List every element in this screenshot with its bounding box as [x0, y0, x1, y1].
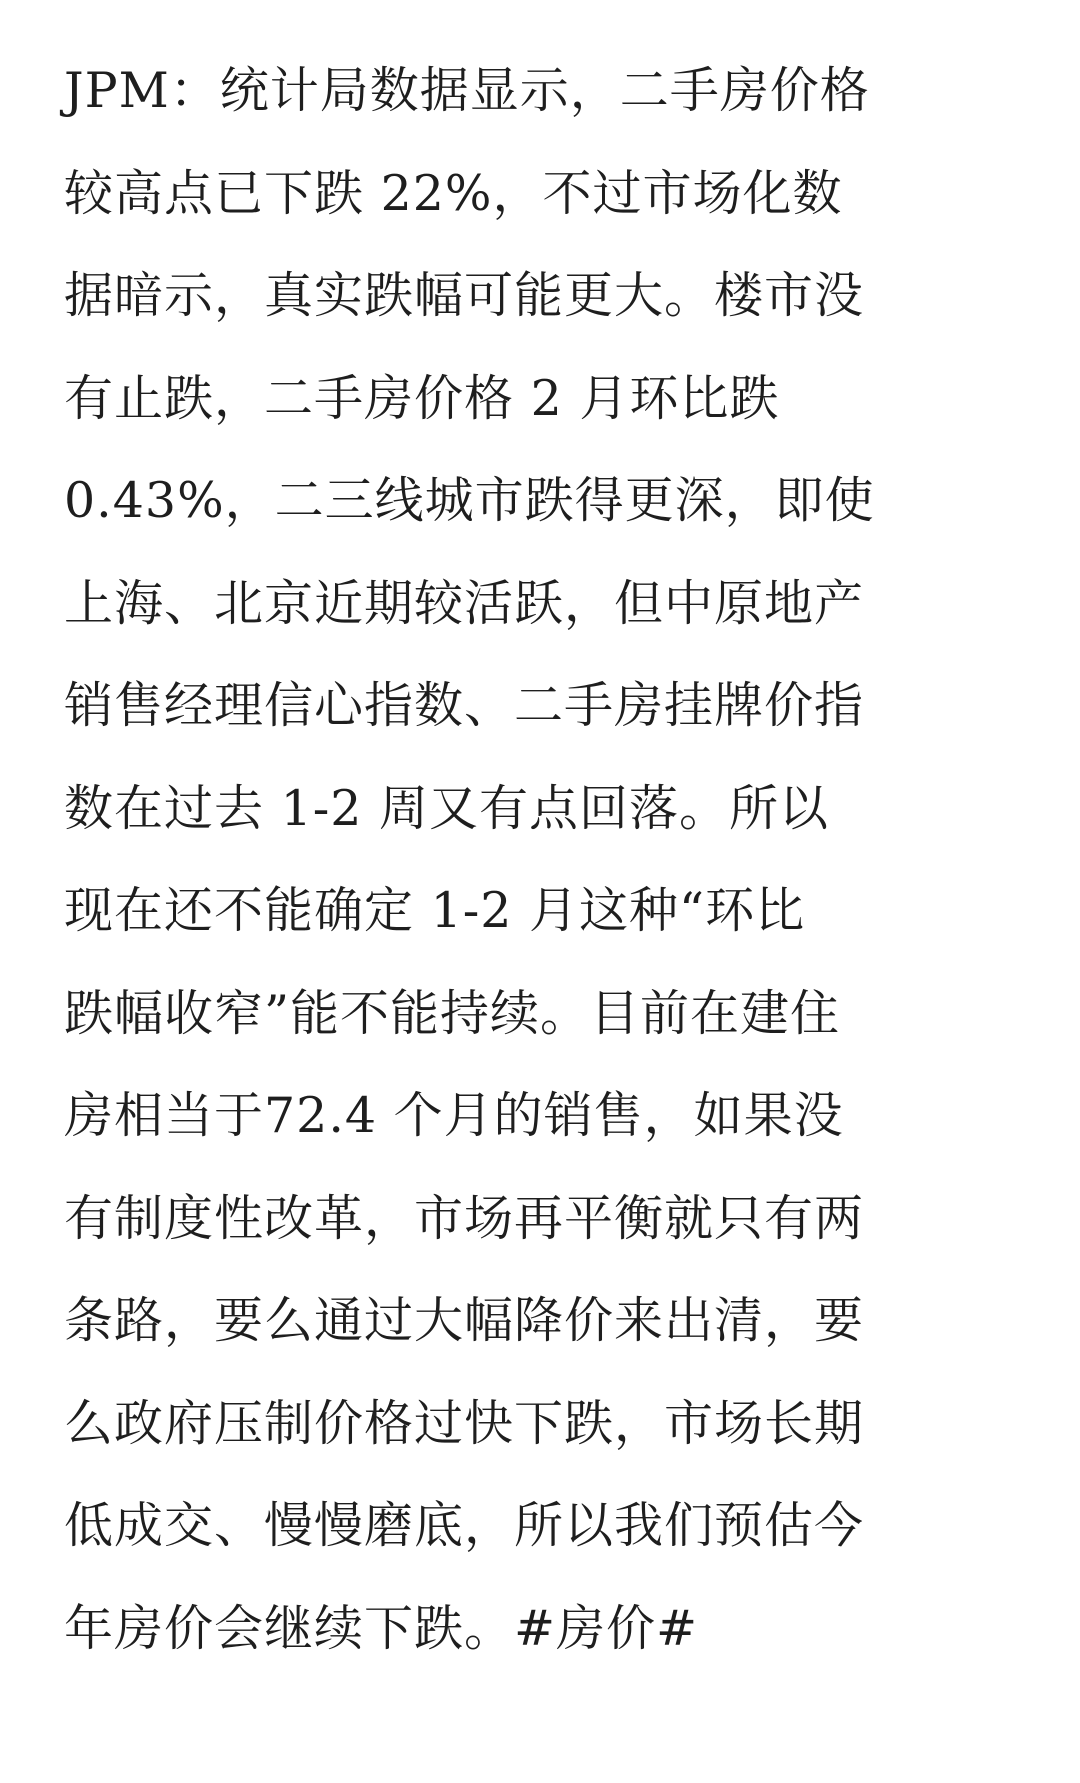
- text-line: 条路，要么通过大幅降价来出清，要: [64, 1292, 865, 1349]
- text-line-hashtag: 年房价会继续下跌。#房价#: [64, 1599, 699, 1657]
- text-line: 据暗示，真实跌幅可能更大。楼市没: [64, 267, 865, 324]
- text-line: 较高点已下跌 22%，不过市场化数: [64, 164, 843, 222]
- text-line: 现在还不能确定 1-2 月这种“环比: [64, 882, 806, 939]
- text-line: 0.43%，二三线城市跌得更深，即使: [64, 472, 875, 529]
- text-line: 有制度性改革，市场再平衡就只有两: [64, 1189, 865, 1247]
- article-body: [64, 40, 1024, 1680]
- text-line: 房相当于72.4 个月的销售，如果没: [64, 1087, 844, 1144]
- text-line: 么政府压制价格过快下跌，市场长期: [64, 1394, 865, 1452]
- text-line: 有止跌，二手房价格 2 月环比跌: [64, 369, 780, 427]
- text-line: 数在过去 1-2 周又有点回落。所以: [64, 779, 830, 837]
- text-line: JPM：统计局数据显示，二手房价格: [64, 62, 870, 119]
- text-line: 低成交、慢慢磨底，所以我们预估今: [64, 1497, 865, 1554]
- text-line: 销售经理信心指数、二手房挂牌价指: [64, 677, 865, 734]
- text-line: 上海、北京近期较活跃，但中原地产: [64, 574, 865, 632]
- text-line: 跌幅收窄”能不能持续。目前在建住: [64, 984, 841, 1042]
